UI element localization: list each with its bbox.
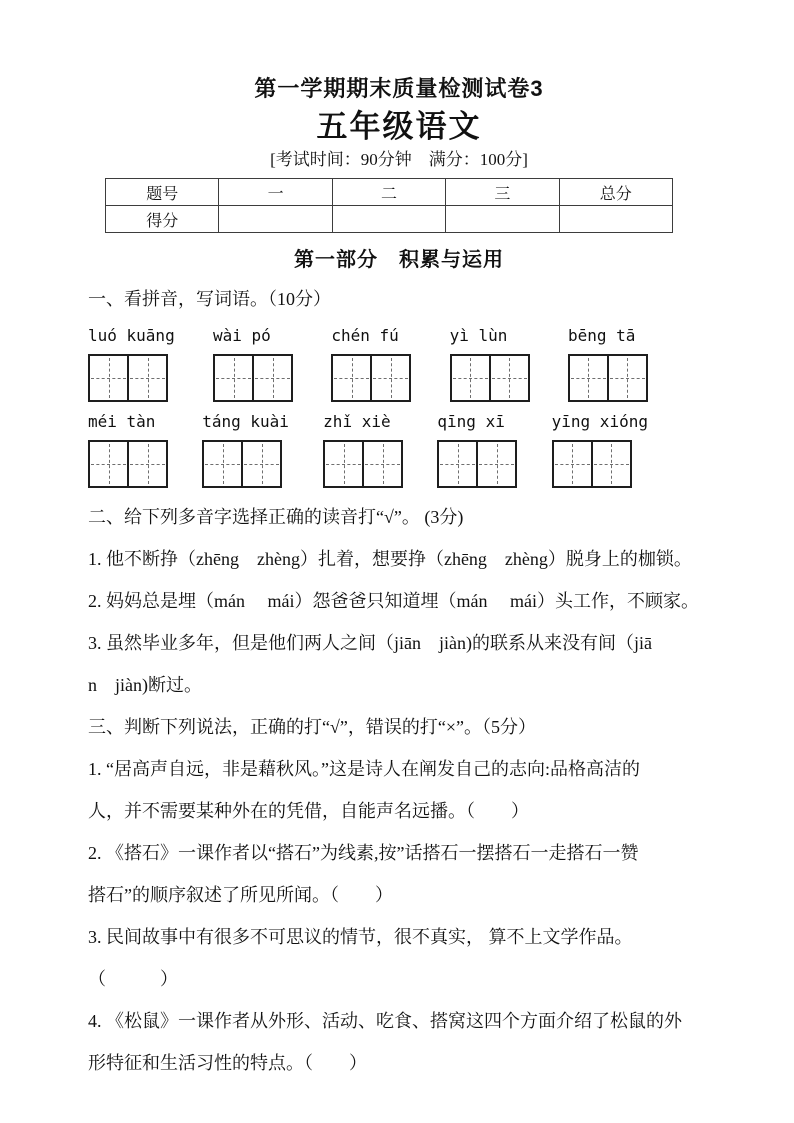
- pinyin-label: chén fú: [331, 326, 399, 345]
- pinyin-label: zhǐ xiè: [323, 412, 391, 431]
- question-line: 2. 《搭石》一课作者以“搭石”为线素,按”话搭石一摆搭石一走搭石一赞: [88, 843, 639, 863]
- writing-cell: [591, 442, 630, 486]
- writing-cell: [90, 442, 127, 486]
- pinyin-label: táng kuài: [202, 412, 289, 431]
- writing-cell: [215, 356, 252, 400]
- writing-cell: [241, 442, 280, 486]
- score-header-cell: 三: [446, 179, 559, 206]
- page-title: 第一学期期末质量检测试卷3: [254, 76, 544, 101]
- score-table: [105, 178, 673, 233]
- pinyin-label: bēng tā: [567, 326, 636, 345]
- pinyin-row-2: [88, 412, 648, 488]
- writing-box: [552, 440, 632, 488]
- score-header-cell: 二: [332, 179, 445, 206]
- pinyin-group: [331, 326, 411, 402]
- section-one-heading: 一、看拼音，写词语。（10分）: [88, 289, 331, 309]
- question-line: （ ）: [88, 969, 178, 989]
- writing-box: [88, 440, 168, 488]
- writing-cell: [554, 442, 591, 486]
- writing-box: [437, 440, 517, 488]
- pinyin-group: [450, 326, 530, 402]
- writing-box: [213, 354, 293, 402]
- writing-box: [88, 354, 168, 402]
- writing-box: [202, 440, 282, 488]
- part-one-heading: 第一部分 积累与运用: [294, 249, 504, 271]
- question-line: 1. “居高声自远，非是藉秋风。”这是诗人在阐发自己的志向:品格高洁的: [88, 759, 640, 779]
- writing-cell: [439, 442, 476, 486]
- writing-cell: [204, 442, 241, 486]
- pinyin-group: [568, 326, 648, 402]
- question-3-2: [88, 832, 710, 916]
- question-line: 4. 《松鼠》一课作者从外形、活动、吃食、搭窝这四个方面介绍了松鼠的外: [88, 1011, 682, 1031]
- pinyin-group: [88, 326, 175, 402]
- writing-cell: [362, 442, 401, 486]
- section-two-heading: 二、给下列多音字选择正确的读音打“√”。 (3分): [88, 507, 464, 527]
- score-value-cell: [446, 206, 559, 233]
- writing-cell: [570, 356, 607, 400]
- question-3-1: [88, 748, 710, 832]
- writing-cell: [325, 442, 362, 486]
- question-line: 搭石”的顺序叙述了所见所闻。（ ）: [88, 885, 393, 905]
- question-line: 2. 妈妈总是埋（mán mái）怨爸爸只知道埋（mán mái）头工作，不顾家。: [88, 591, 699, 611]
- question-3-3: [88, 916, 710, 1000]
- score-value-cell: [219, 206, 332, 233]
- score-row-label: 得分: [106, 206, 219, 233]
- pinyin-group: [213, 326, 293, 402]
- question-line: n jiàn)断过。: [88, 675, 202, 695]
- writing-cell: [90, 356, 127, 400]
- writing-cell: [476, 442, 515, 486]
- pinyin-group: [323, 412, 403, 488]
- pinyin-row-1: [88, 326, 648, 402]
- writing-cell: [333, 356, 370, 400]
- writing-cell: [127, 442, 166, 486]
- question-line: 人，并不需要某种外在的凭借，自能声名远播。（ ）: [88, 801, 529, 821]
- question-2-1: [88, 538, 710, 580]
- pinyin-group: [437, 412, 517, 488]
- writing-cell: [370, 356, 409, 400]
- question-line: 3. 虽然毕业多年，但是他们两人之间（jiān jiàn)的联系从来没有间（jiā: [88, 633, 652, 653]
- writing-cell: [127, 356, 166, 400]
- section-three-heading: 三、判断下列说法，正确的打“√”，错误的打“×”。（5分）: [88, 717, 536, 737]
- question-2-2: [88, 580, 710, 622]
- writing-box: [568, 354, 648, 402]
- pinyin-label: wài pó: [213, 326, 271, 345]
- question-line: 3. 民间故事中有很多不可思议的情节，很不真实， 算不上文学作品。: [88, 927, 633, 947]
- writing-cell: [452, 356, 489, 400]
- writing-box: [450, 354, 530, 402]
- writing-box: [331, 354, 411, 402]
- score-header-cell: 总分: [559, 179, 672, 206]
- question-3-4: [88, 1000, 710, 1084]
- question-line: 形特征和生活习性的特点。（ ）: [88, 1053, 367, 1073]
- writing-cell: [489, 356, 528, 400]
- exam-subtitle: 五年级语文: [316, 109, 482, 144]
- pinyin-group: [552, 412, 648, 488]
- writing-cell: [607, 356, 646, 400]
- score-table-value-row: [106, 206, 673, 233]
- pinyin-group: [202, 412, 289, 488]
- score-value-cell: [559, 206, 672, 233]
- score-header-cell: 题号: [106, 179, 219, 206]
- score-value-cell: [332, 206, 445, 233]
- exam-info: [考试时间：90分钟 满分：100分]: [270, 150, 528, 169]
- pinyin-label: yì lùn: [449, 326, 508, 345]
- writing-box: [323, 440, 403, 488]
- pinyin-label: qīng xī: [437, 412, 505, 431]
- pinyin-label: yīng xióng: [551, 412, 648, 431]
- score-table-header-row: [106, 179, 673, 206]
- pinyin-label: méi tàn: [88, 412, 156, 431]
- score-header-cell: 一: [219, 179, 332, 206]
- writing-cell: [252, 356, 291, 400]
- pinyin-label: luó kuāng: [88, 326, 175, 345]
- question-line: 1. 他不断挣（zhēng zhèng）扎着，想要挣（zhēng zhèng）脱身上的枷锁。: [88, 549, 692, 569]
- pinyin-group: [88, 412, 168, 488]
- question-2-3: [88, 622, 710, 706]
